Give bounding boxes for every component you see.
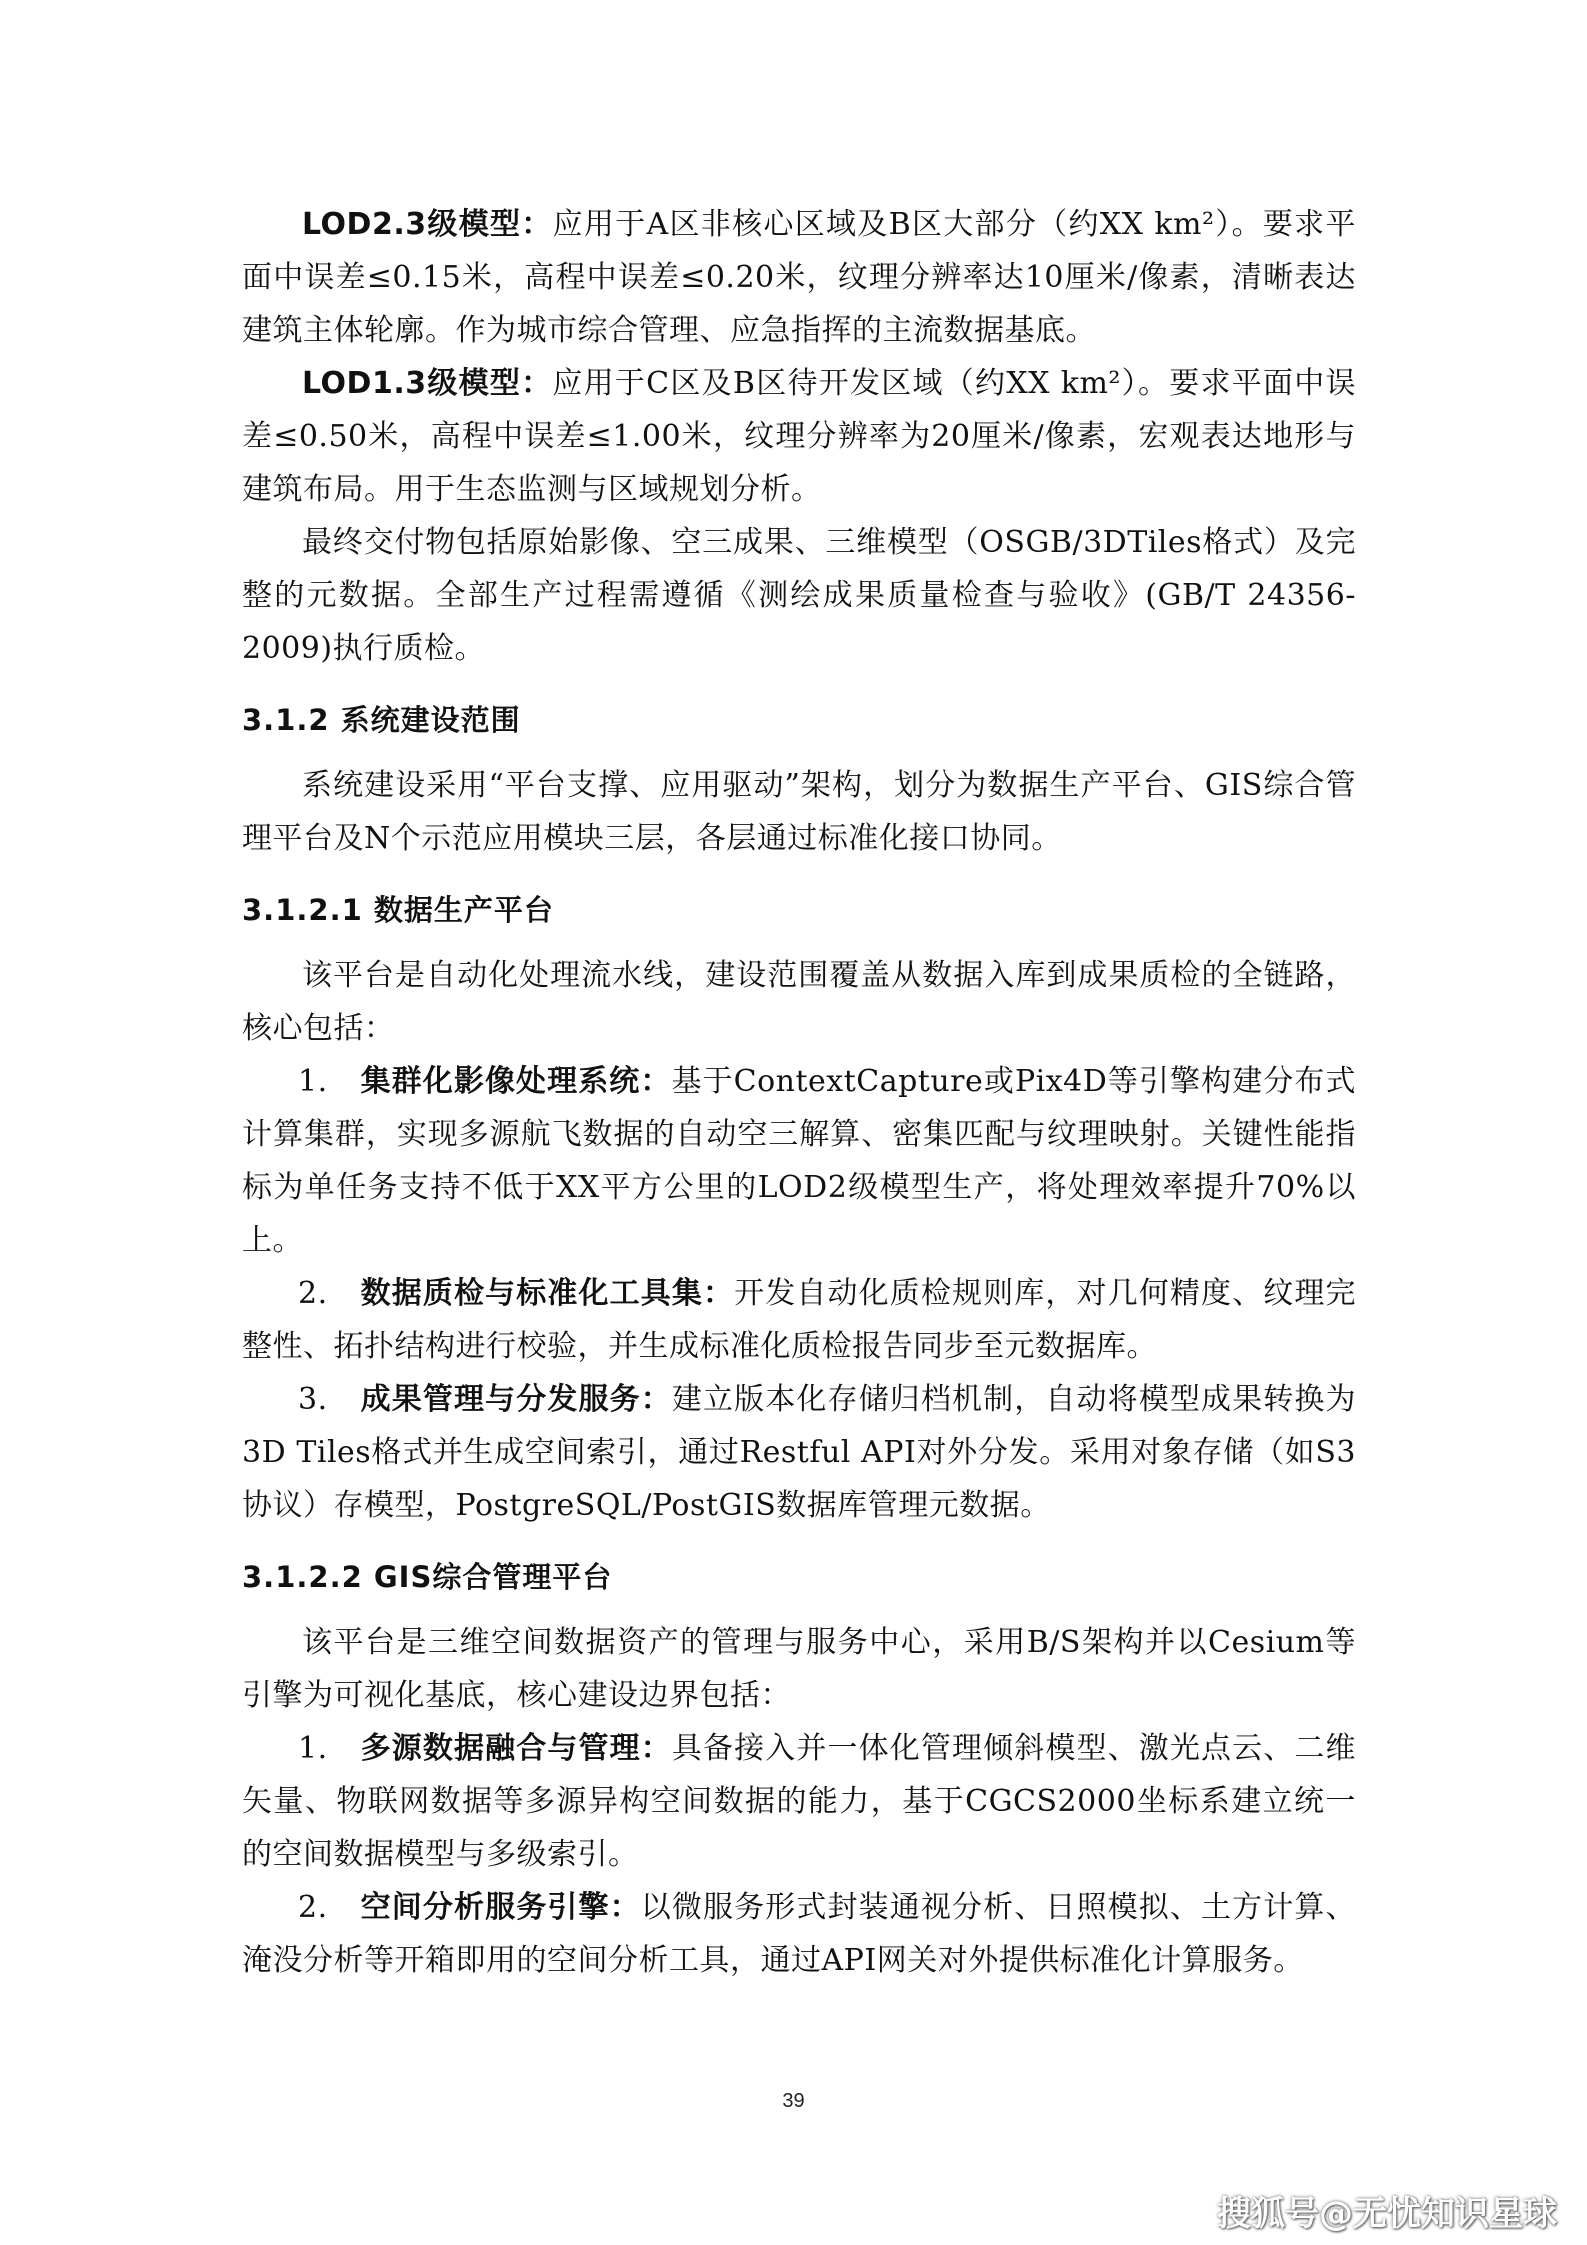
item-text: 以微服务形式封装通视分析、日照模拟、土方计算、淹没分析等开箱即用的空间分析工具，通过API网关对外提供标准化计算服务。 [242, 1890, 1356, 1978]
item-number: 1. [298, 1064, 328, 1099]
item-text: 基于ContextCapture或Pix4D等引擎构建分布式计算集群，实现多源航飞数据的自动空三解算、密集匹配与纹理映射。关键性能指标为单任务支持不低于XX平方公里的LOD2级模型生产，将处理效率提升70%以上。 [242, 1064, 1356, 1258]
text-lod23: 应用于A区非核心区域及B区大部分（约XX km²）。要求平面中误差≤0.15米，高程中误差≤0.20米，纹理分辨率达10厘米/像素，清晰表达建筑主体轮廓。作为城市综合管理、应急指挥的主流数据基底。 [242, 207, 1356, 348]
paragraph-deliverables [242, 516, 1356, 675]
term-lod13: LOD1.3级模型： [302, 366, 553, 401]
paragraph-system-scope [242, 759, 1356, 865]
document-body [242, 198, 1356, 1987]
item-text: 开发自动化质检规则库，对几何精度、纹理完整性、拓扑结构进行校验，并生成标准化质检报告同步至元数据库。 [242, 1276, 1356, 1364]
text-lod13: 应用于C区及B区待开发区域（约XX km²）。要求平面中误差≤0.50米，高程中误差≤1.00米，纹理分辨率为20厘米/像素，宏观表达地形与建筑布局。用于生态监测与区域规划分析。 [242, 366, 1356, 507]
page-number: 39 [782, 2090, 805, 2112]
item-number: 2. [298, 1276, 328, 1311]
list-item [242, 1881, 1356, 1987]
item-text: 具备接入并一体化管理倾斜模型、激光点云、二维矢量、物联网数据等多源异构空间数据的能力，基于CGCS2000坐标系建立统一的空间数据模型与多级索引。 [242, 1731, 1356, 1872]
heading-3-1-2-2: 3.1.2.2 GIS综合管理平台 [242, 1560, 613, 1594]
paragraph-lod23 [242, 198, 1356, 357]
item-term: 空间分析服务引擎： [360, 1890, 641, 1925]
item-term: 数据质检与标准化工具集： [360, 1276, 735, 1311]
item-term: 成果管理与分发服务： [360, 1382, 672, 1417]
paragraph-data-platform-intro [242, 949, 1356, 1055]
item-text: 建立版本化存储归档机制，自动将模型成果转换为3D Tiles格式并生成空间索引，通过Restful API对外分发。采用对象存储（如S3协议）存模型，PostgreSQL/PostGIS数据库管理元数据。 [242, 1382, 1356, 1523]
list-item [242, 1267, 1356, 1373]
text-gis-platform-intro: 该平台是三维空间数据资产的管理与服务中心，采用B/S架构并以Cesium等引擎为可视化基底，核心建设边界包括： [242, 1625, 1356, 1713]
heading-3-1-2: 3.1.2 系统建设范围 [242, 703, 521, 737]
item-term: 多源数据融合与管理： [360, 1731, 672, 1766]
item-term: 集群化影像处理系统： [360, 1064, 672, 1099]
item-number: 1. [298, 1731, 328, 1766]
list-item [242, 1722, 1356, 1881]
item-number: 3. [298, 1382, 328, 1417]
term-lod23: LOD2.3级模型： [302, 207, 553, 242]
paragraph-lod13 [242, 357, 1356, 516]
heading-3-1-2-1: 3.1.2.1 数据生产平台 [242, 893, 554, 927]
watermark: 搜狐号@无忧知识星球 [1217, 2194, 1557, 2234]
item-number: 2. [298, 1890, 328, 1925]
list-item [242, 1055, 1356, 1267]
paragraph-gis-platform-intro [242, 1616, 1356, 1722]
list-item [242, 1373, 1356, 1532]
text-system-scope: 系统建设采用“平台支撑、应用驱动”架构，划分为数据生产平台、GIS综合管理平台及N个示范应用模块三层，各层通过标准化接口协同。 [242, 768, 1356, 856]
text-deliverables: 最终交付物包括原始影像、空三成果、三维模型（OSGB/3DTiles格式）及完整的元数据。全部生产过程需遵循《测绘成果质量检查与验收》(GB/T 24356-2009)执行质检。 [242, 525, 1356, 666]
text-data-platform-intro: 该平台是自动化处理流水线，建设范围覆盖从数据入库到成果质检的全链路，核心包括： [242, 958, 1356, 1046]
